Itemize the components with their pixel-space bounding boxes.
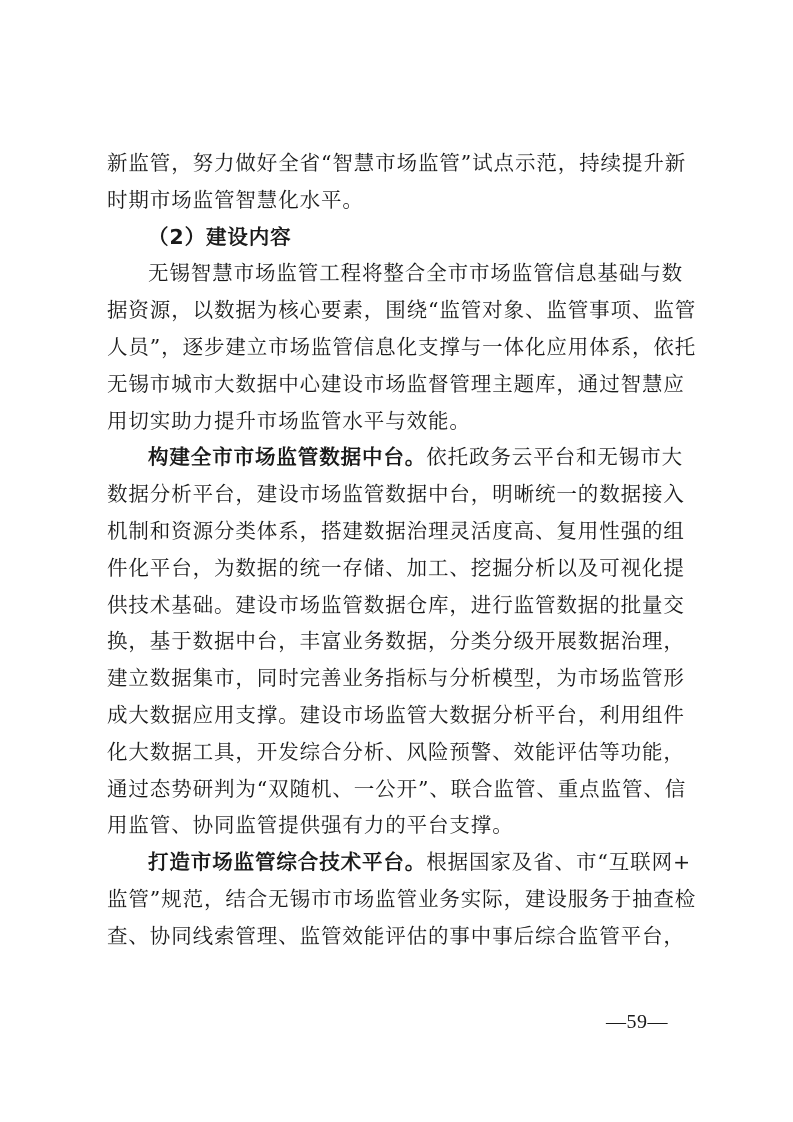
first-line-rest: 依托政务云平台和无锡市大 [426, 445, 684, 470]
text-line: 时期市场监管智慧化水平。 [107, 187, 364, 212]
section-heading: （2）建设内容 [148, 224, 292, 249]
page-number: —59— [606, 1011, 668, 1033]
paragraph-tech-platform [107, 844, 697, 954]
text-line: 件化平台，为数据的统一存储、加工、挖掘分析以及可视化提 [107, 555, 685, 580]
bold-lead: 打造市场监管综合技术平台。 [148, 850, 427, 875]
text-line: 新监管，努力做好全省“智慧市场监管”试点示范，持续提升新 [107, 151, 687, 175]
text-line: 无锡市城市大数据中心建设市场监督管理主题库，通过智慧应 [107, 371, 685, 396]
text-line: 供技术基础。建设市场监管数据仓库，进行监管数据的批量交 [107, 592, 685, 617]
text-line: 成大数据应用支撑。建设市场监管大数据分析平台，利用组件 [107, 702, 685, 727]
text-line: 机制和资源分类体系，搭建数据治理灵活度高、复用性强的组 [107, 518, 685, 543]
text-line: 用监管、协同监管提供强有力的平台支撑。 [107, 813, 514, 838]
paragraph-continued [107, 145, 689, 219]
text-line: 无锡智慧市场监管工程将整合全市市场监管信息基础与数 [148, 261, 683, 286]
text-line: 换，基于数据中台，丰富业务数据，分类分级开展数据治理， [107, 629, 685, 654]
paragraph-data-center [107, 439, 689, 844]
text-line [107, 439, 689, 476]
text-line [107, 844, 692, 881]
text-line: 数据分析平台，建设市场监管数据中台，明晰统一的数据接入 [107, 482, 685, 507]
bold-lead: 构建全市市场监管数据中台。 [148, 445, 427, 470]
text-line: 化大数据工具，开发综合分析、风险预警、效能评估等功能， [107, 739, 685, 764]
text-line: 查、协同线索管理、监管效能评估的事中事后综合监管平台， [107, 923, 685, 948]
paragraph-intro [107, 255, 697, 439]
document-body [107, 145, 697, 955]
text-line: 监管”规范，结合无锡市市场监管业务实际，建设服务于抽查检 [107, 886, 697, 911]
text-line: 建立数据集市，同时完善业务指标与分析模型，为市场监管形 [107, 666, 685, 691]
text-line: 据资源，以数据为核心要素，围绕“监管对象、监管事项、监管 [107, 298, 697, 323]
text-line: 通过态势研判为“双随机、一公开”、联合监管、重点监管、信 [107, 776, 687, 801]
text-line: 用切实助力提升市场监管水平与效能。 [107, 408, 471, 433]
text-line: 人员”，逐步建立市场监管信息化支撑与一体化应用体系，依托 [107, 334, 697, 359]
first-line-rest: 根据国家及省、市“互联网+ [426, 850, 692, 875]
